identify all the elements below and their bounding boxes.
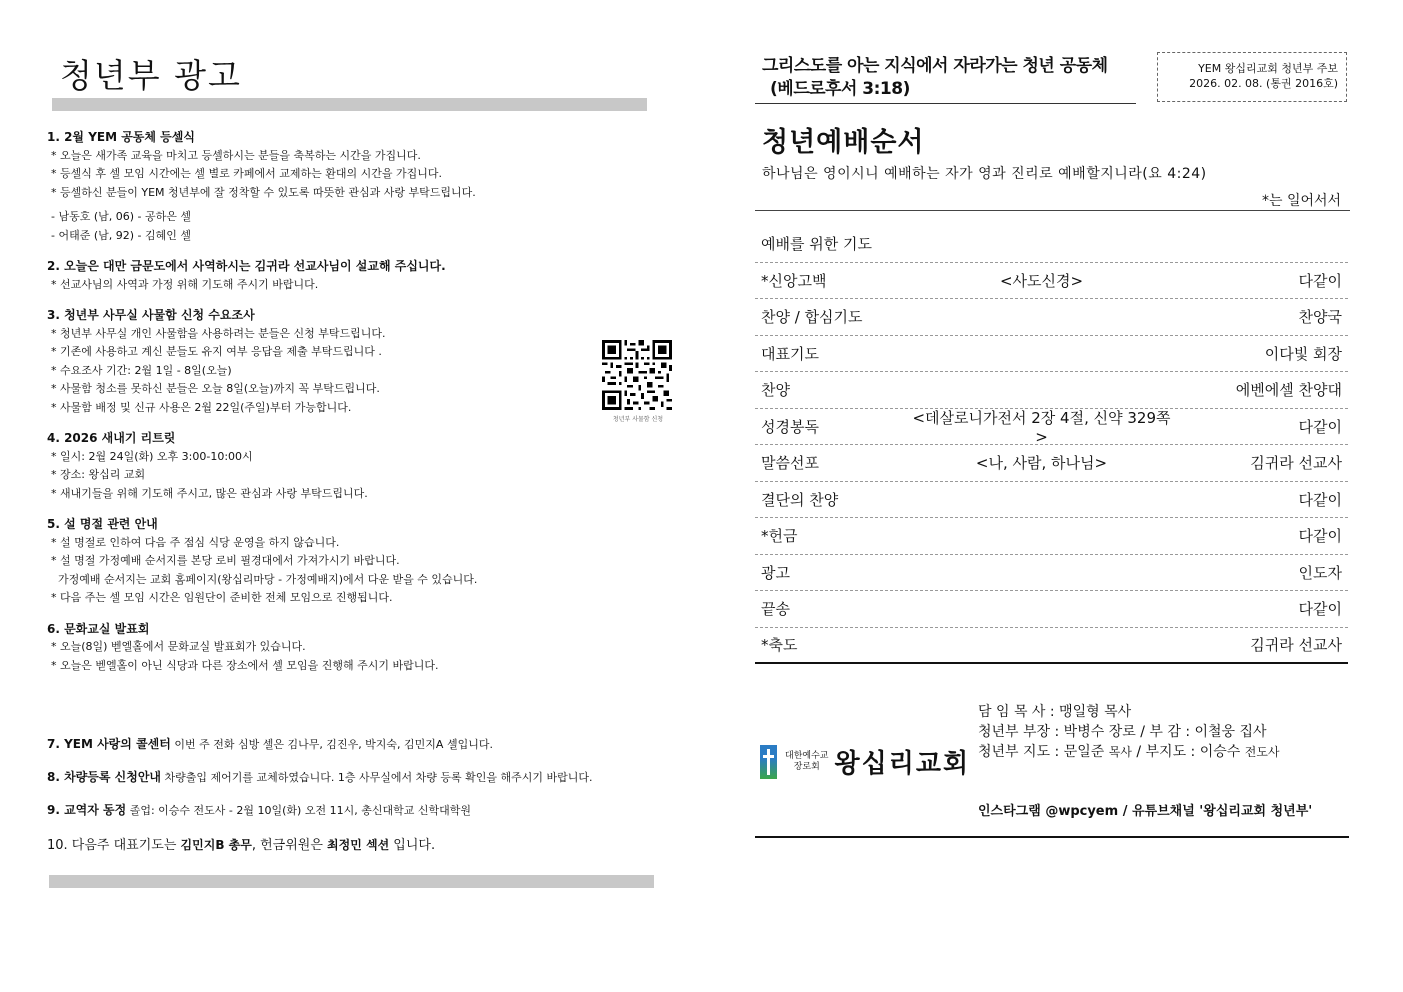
notice-line: * 새내기들을 위해 기도해 주시고, 많은 관심과 사랑 부탁드립니다. (51, 486, 368, 500)
order-leader: 다같이 (1298, 527, 1342, 546)
notice-5 (47, 515, 667, 608)
order-item: 끝송 (761, 600, 790, 619)
motto (762, 55, 1108, 101)
order-leader: 인도자 (1298, 563, 1342, 582)
notice-line: * 등셀식 후 셀 모임 시간에는 셀 별로 카페에서 교제하는 환대의 시간을 가집니다. (51, 167, 442, 180)
notice-4 (47, 429, 667, 503)
order-middle: <나, 사람, 하나님> (975, 454, 1108, 473)
notice-2 (47, 257, 667, 294)
notice-10-mid: , 헌금위원은 (251, 838, 328, 853)
order-top-rule (755, 210, 1350, 211)
issue-box (1157, 52, 1347, 102)
order-row (755, 555, 1348, 592)
notice-line: * 기존에 사용하고 계신 분들도 유지 여부 응답을 제출 부탁드립니다 . (51, 345, 382, 358)
cross-icon (760, 745, 777, 779)
notice-3 (47, 306, 667, 417)
notice-line: * 수요조사 기간: 2월 1일 - 8일(오늘) (51, 363, 232, 377)
senior-pastor: 담 임 목 사 : 맹일형 목사 (978, 704, 1132, 720)
notice-title: 5. 설 명절 관련 안내 (47, 517, 158, 531)
order-item: 예배를 위한 기도 (761, 235, 872, 254)
logo-sub-line1: 대한예수교 (785, 750, 829, 761)
staff-info (978, 702, 1280, 762)
order-row (755, 336, 1348, 373)
bulletin-name: YEM 왕십리교회 청년부 주보 (1198, 62, 1338, 75)
order-leader: 다같이 (1298, 600, 1342, 619)
notice-10-suffix: 입니다. (389, 838, 436, 853)
qr-code-icon[interactable] (602, 340, 672, 410)
order-row (755, 226, 1348, 263)
notice-title: 3. 청년부 사무실 사물함 신청 수요조사 (47, 308, 255, 322)
notice-8-text: 차량출입 제어기를 교체하였습니다. 1층 사무실에서 차량 등록 확인을 해주시기 바랍니다. (161, 771, 593, 784)
notice-line: * 일시: 2월 24일(화) 오후 3:00-10:00시 (51, 449, 253, 463)
sns-links[interactable]: 인스타그램 @wpcyem / 유튜브채널 '왕십리교회 청년부' (978, 804, 1313, 819)
order-row (755, 628, 1348, 665)
order-item: 성경봉독 (761, 417, 819, 436)
notice-line: * 오늘은 새가족 교육을 마치고 등셀하시는 분들을 축복하는 시간을 가집니다. (51, 148, 421, 162)
order-row (755, 482, 1348, 519)
notice-line: * 오늘(8일) 벧엘홀에서 문화교실 발표회가 있습니다. (51, 640, 306, 653)
logo-denomination (785, 751, 828, 773)
order-leader: 에벤에셀 찬양대 (1235, 381, 1342, 400)
order-row (755, 591, 1348, 628)
notice-9-text: 졸업: 이승수 전도사 - 2월 10일(화) 오전 11시, 총신대학교 신학대학원 (126, 804, 471, 817)
order-title: 청년예배순서 (762, 127, 925, 158)
order-row (755, 518, 1348, 555)
notice-10-prefix: 10. 다음주 대표기도는 (47, 838, 181, 853)
logo-sub-line2: 장로회 (793, 761, 820, 772)
order-item: 대표기도 (761, 344, 819, 363)
order-item: 찬양 (761, 381, 790, 400)
notice-line: * 등셀하신 분들이 YEM 청년부에 잘 정착할 수 있도록 따뜻한 관심과 사랑 부탁드립니다. (51, 185, 476, 199)
order-row (755, 372, 1348, 409)
notice-10 (47, 834, 687, 853)
worship-order-list (755, 226, 1348, 664)
order-leader: 김귀라 선교사 (1250, 636, 1342, 655)
new-member-entry: - 남동호 (남, 06) - 공하은 셀 (51, 210, 192, 223)
notice-title: 4. 2026 새내기 리트릿 (47, 431, 176, 445)
notice-line: * 오늘은 벧엘홀이 아닌 식당과 다른 장소에서 셀 모임을 진행해 주시기 바랍니다. (51, 658, 439, 672)
notice-line: * 설 명절 가정예배 순서지를 본당 로비 필경대에서 가져가시기 바랍니다. (51, 554, 400, 567)
notice-line: * 사물함 청소를 못하신 분들은 오늘 8일(오늘)까지 꼭 부탁드립니다. (51, 382, 380, 395)
qr-caption: 청년부 사물함 신청 (612, 416, 664, 423)
short-notices (47, 735, 687, 869)
order-leader: 다같이 (1298, 271, 1342, 290)
church-logo (760, 743, 970, 780)
notice-title: 6. 문화교실 발표회 (47, 621, 150, 636)
order-item: *신앙고백 (761, 271, 827, 290)
leader-title: 목사 (1108, 745, 1132, 759)
stand-note: *는 일어서서 (1262, 193, 1342, 209)
notice-7 (47, 735, 687, 752)
notice-list (47, 128, 667, 687)
order-bottom-rule (755, 836, 1349, 838)
notice-line: * 청년부 사무실 개인 사물함을 사용하려는 분들은 신청 부탁드립니다. (51, 326, 386, 340)
notice-line: 가정예배 순서지는 교회 홈페이지(왕십리마당 - 가정예배지)에서 다운 받을 수 있습니다. (51, 572, 478, 586)
title-divider (52, 98, 647, 111)
subleader-label: / 부지도 : 이승수 (1131, 744, 1245, 760)
motto-underline (755, 103, 1136, 104)
notice-8-title: 8. 차량등록 신청안내 (47, 770, 162, 784)
notice-line: * 설 명절로 인하여 다음 주 점심 식당 운영을 하지 않습니다. (51, 535, 340, 549)
new-member-entry: - 어태준 (남, 92) - 김혜인 셀 (51, 228, 192, 242)
offering-team: 최정민 섹션 (327, 838, 390, 852)
logo-church-name: 왕십리교회 (834, 749, 971, 779)
notice-1 (47, 128, 667, 245)
order-row (755, 445, 1348, 482)
bottom-divider (49, 875, 654, 888)
order-item: 결단의 찬양 (761, 490, 839, 509)
order-row (755, 263, 1348, 300)
notice-title: 2. 오늘은 대만 금문도에서 사역하시는 김귀라 선교사님이 설교해 주십니다. (47, 259, 446, 273)
notice-title: 1. 2월 YEM 공동체 등셀식 (47, 130, 195, 144)
order-item: 찬양 / 합심기도 (761, 308, 863, 327)
order-middle: <데살로니가전서 2장 4절, 신약 329쪽> (912, 408, 1171, 446)
notice-line: * 장소: 왕십리 교회 (51, 468, 146, 481)
order-row (755, 409, 1348, 446)
order-middle: <사도신경> (999, 271, 1084, 290)
subleader-title: 전도사 (1244, 745, 1280, 759)
notice-line: * 선교사님의 사역과 가정 위해 기도해 주시기 바랍니다. (51, 277, 319, 291)
notice-8 (47, 768, 687, 785)
order-row (755, 299, 1348, 336)
notice-9 (47, 801, 687, 818)
notice-line: * 사물함 배정 및 신규 사용은 2월 22일(주일)부터 가능합니다. (51, 400, 352, 414)
order-item: 말씀선포 (761, 454, 819, 473)
page-title: 청년부 광고 (60, 56, 242, 95)
motto-text: 그리스도를 아는 지식에서 자라가는 청년 공동체 (762, 56, 1108, 76)
order-leader: 다같이 (1298, 417, 1342, 436)
notice-9-title: 9. 교역자 동정 (47, 803, 127, 817)
order-leader: 이다빛 회장 (1264, 344, 1342, 363)
prayer-leader: 김민지B 총무 (180, 838, 252, 852)
youth-department-heads: 청년부 부장 : 박병수 장로 / 부 감 : 이철웅 집사 (978, 724, 1267, 740)
order-leader: 찬양국 (1298, 308, 1342, 327)
notice-7-title: 7. YEM 사랑의 콜센터 (47, 737, 171, 751)
youth-department-leaders (978, 742, 1280, 762)
issue-date: 2026. 02. 08. (통권 2016호) (1189, 77, 1338, 90)
order-verse: 하나님은 영이시니 예배하는 자가 영과 진리로 예배할지니라(요 4:24) (762, 166, 1207, 182)
order-leader: 다같이 (1298, 490, 1342, 509)
notice-7-text: 이번 주 전화 심방 셀은 김나무, 김진우, 박지숙, 김민지A 셀입니다. (170, 738, 493, 751)
order-item: *축도 (761, 636, 798, 655)
notice-6 (47, 620, 667, 676)
leader-label: 청년부 지도 : 문일준 (978, 744, 1109, 760)
order-leader: 김귀라 선교사 (1250, 454, 1342, 473)
motto-reference: (베드로후서 3:18) (770, 79, 910, 99)
order-item: 광고 (761, 563, 790, 582)
notice-line: * 다음 주는 셀 모임 시간은 임원단이 준비한 전체 모임으로 진행됩니다. (51, 591, 393, 604)
order-item: *헌금 (761, 527, 798, 546)
